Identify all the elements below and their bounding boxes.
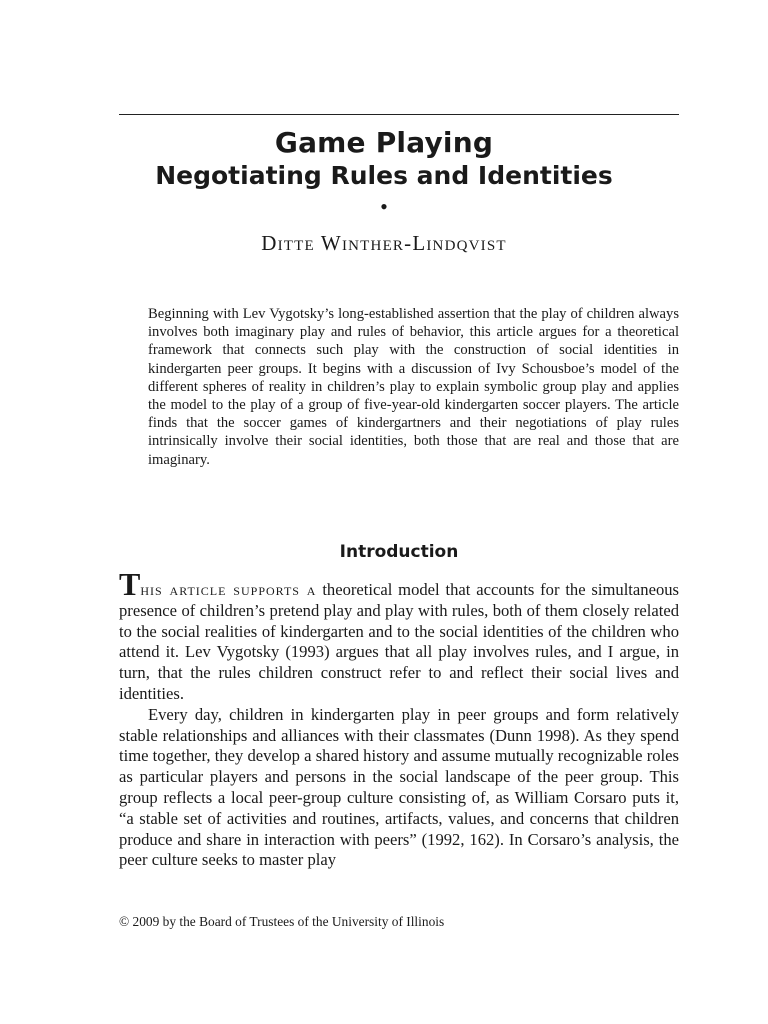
article-author: Ditte Winther-Lindqvist [261, 231, 507, 255]
title-separator-bullet: • [380, 194, 388, 219]
article-abstract: Beginning with Lev Vygotsky’s long-established assertion that the play of children always involves both imaginary play and rules of behavior, this article argues for a theoretical framework that connects such play with the construction of social identities in kindergarten peer groups. It begins with a discussion of Ivy Schousboe’s model of the different spheres of reality in children’s play to explain symbolic group play and applies the model to the play of a group of five-year-old kindergarten soccer players. The article finds that the soccer games of kindergartners and their negotiations of play rules intrinsically involve their social identities, both those that are real and those that are imaginary. [148, 306, 679, 468]
header-rule [119, 114, 679, 115]
paragraph-1-text: theoretical model that accounts for the simultaneous presence of children’s pretend play and play with rules, both of them closely related to the social realities of kindergarten and to the social identities of the children who attend it. Lev Vygotsky (1993) argues that all play involves rules, and I argue, in turn, that the rules children construct refer to and reflect their social lives and identities. [119, 580, 680, 703]
section-heading-introduction: Introduction [339, 542, 459, 562]
small-caps-lead-in: his article supports a [140, 580, 317, 599]
body-paragraph-2: Every day, children in kindergarten play in peer groups and form relatively stable relationships and alliances with their classmates (Dunn 1998). As they spend time together, they develop a shared history and assume mutually recognizable roles as particular players and persons in the social landscape of the peer group. This group reflects a local peer-group culture consisting of, as William Corsaro puts it, “a stable set of activities and routines, artifacts, values, and concerns that children produce and share in interaction with peers” (1992, 162). In Corsaro’s analysis, the peer culture seeks to master play [119, 704, 679, 870]
copyright-notice: © 2009 by the Board of Trustees of the University of Illinois [119, 914, 445, 929]
body-paragraph-1 [119, 566, 680, 705]
body-text [119, 566, 680, 871]
drop-cap: T [119, 566, 141, 602]
article-subtitle: Negotiating Rules and Identities [155, 161, 613, 190]
article-title: Game Playing [274, 126, 494, 159]
